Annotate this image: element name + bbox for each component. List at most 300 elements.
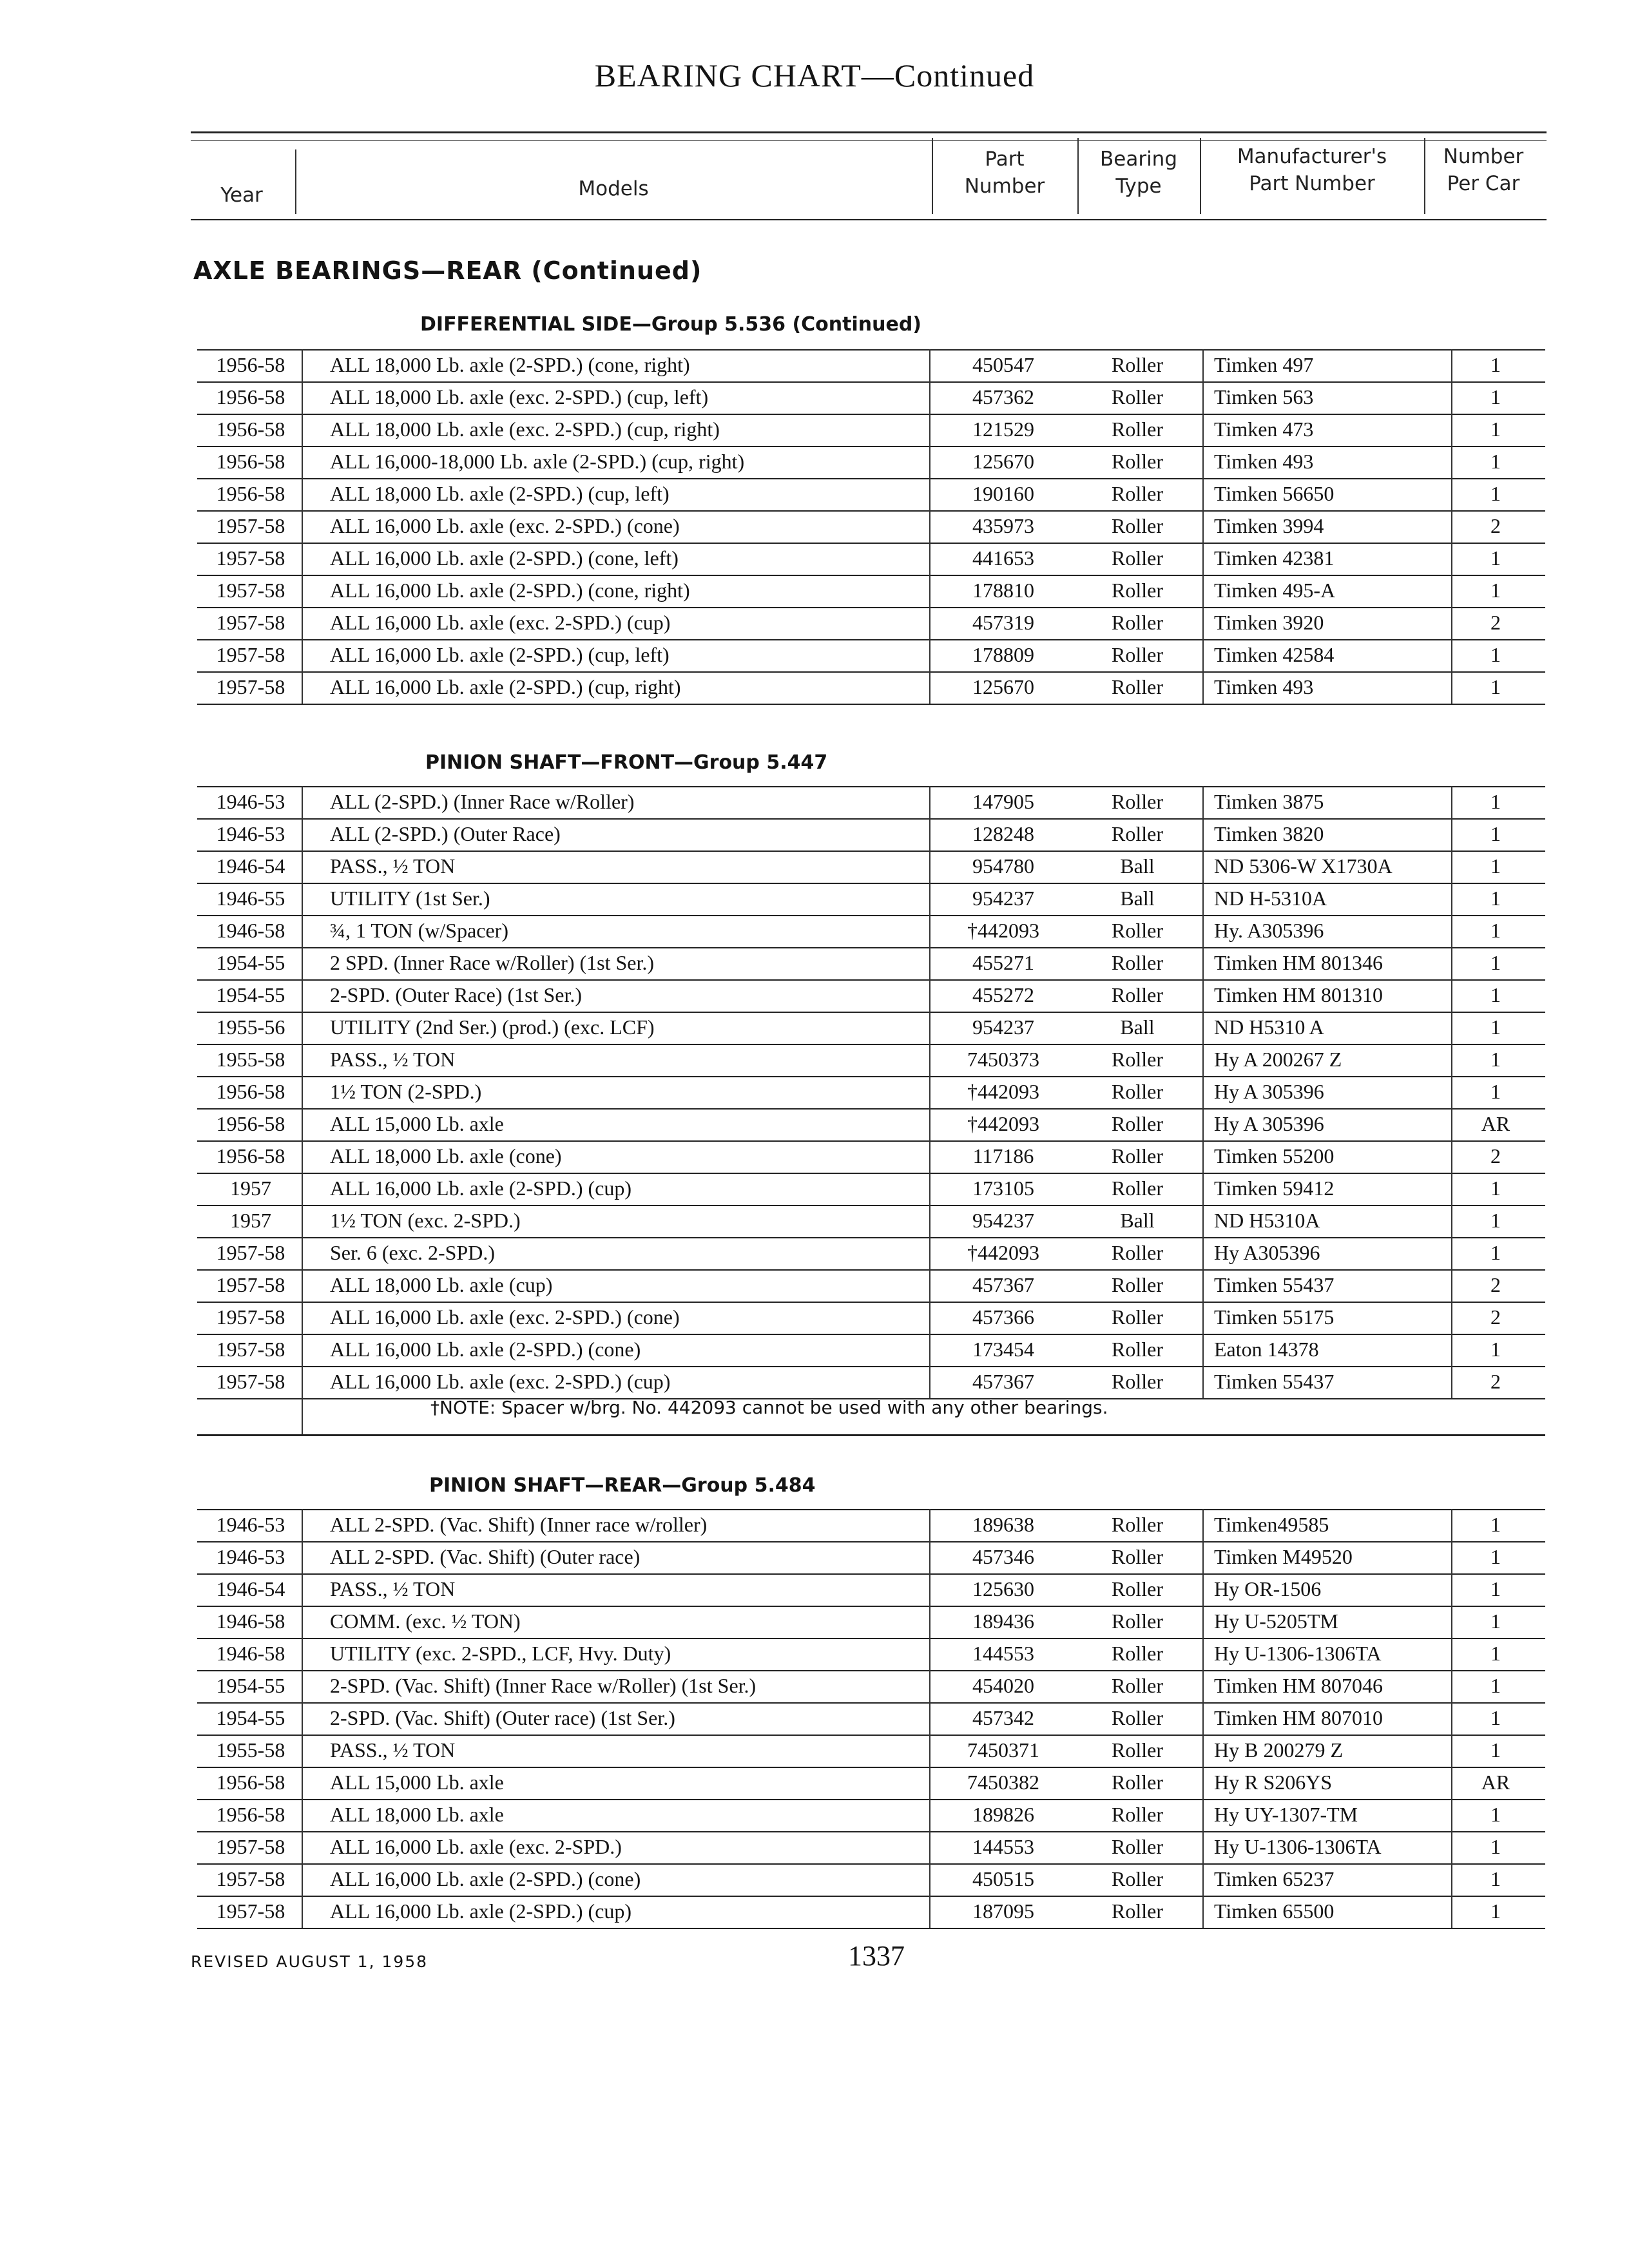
mfr-part-cell: ND H5310 A	[1214, 1015, 1324, 1039]
table-pinion-rear	[197, 1509, 1545, 1928]
mfr-part-cell: Timken 497	[1214, 353, 1314, 376]
table-row	[197, 1269, 1545, 1300]
model-cell: ALL 2-SPD. (Vac. Shift) (Outer race)	[330, 1545, 641, 1568]
year-cell: 1954-55	[216, 1706, 285, 1729]
column-separator	[929, 1509, 930, 1928]
model-cell: ALL 16,000 Lb. axle (2-SPD.) (cup, left)	[330, 643, 670, 666]
mfr-part-cell: Timken 42381	[1214, 546, 1335, 570]
number-per-car-cell: 1	[1490, 1738, 1501, 1762]
mfr-part-cell: Timken HM 801310	[1214, 983, 1383, 1006]
model-cell: ALL 18,000 Lb. axle (cone)	[330, 1144, 562, 1168]
year-cell: 1955-58	[216, 1048, 285, 1071]
group-title-differential-side: DIFFERENTIAL SIDE—Group 5.536 (Continued)	[420, 313, 922, 336]
mfr-part-cell: Hy A 305396	[1214, 1112, 1324, 1135]
year-cell: 1957-58	[216, 643, 285, 666]
year-cell: 1957-58	[216, 546, 285, 570]
col-part-header-1: Part	[985, 148, 1025, 171]
number-per-car-cell: 1	[1490, 1513, 1501, 1536]
model-cell: ALL 16,000 Lb. axle (exc. 2-SPD.)	[330, 1835, 622, 1858]
table-differential-side	[197, 349, 1545, 704]
col-part-header-2: Number	[964, 175, 1045, 198]
table-row	[197, 1767, 1545, 1798]
number-per-car-cell: 1	[1490, 1899, 1501, 1923]
table-row	[197, 575, 1545, 606]
part-number-cell: 457362	[972, 385, 1034, 408]
number-per-car-cell: 1	[1490, 854, 1501, 878]
part-number-cell: 450515	[972, 1867, 1034, 1890]
year-cell: 1956-58	[216, 353, 285, 376]
bearing-type-cell: Roller	[1112, 1048, 1163, 1071]
part-number-cell: 190160	[972, 482, 1034, 505]
table-row	[197, 607, 1545, 638]
header-top-rule	[191, 131, 1547, 133]
table-row	[197, 639, 1545, 670]
page-title: BEARING CHART—Continued	[594, 57, 1035, 93]
part-number-cell: †442093	[967, 919, 1039, 942]
number-per-car-cell: 1	[1490, 1241, 1501, 1264]
table-row	[197, 543, 1545, 573]
bearing-type-cell: Ball	[1120, 854, 1155, 878]
bearing-type-cell: Ball	[1120, 1015, 1155, 1039]
mfr-part-cell: Hy A305396	[1214, 1241, 1320, 1264]
number-per-car-cell: 2	[1490, 1273, 1501, 1296]
year-cell: 1957-58	[216, 514, 285, 537]
bearing-type-cell: Roller	[1112, 1177, 1163, 1200]
column-separator	[929, 786, 930, 1398]
mfr-part-cell: Timken M49520	[1214, 1545, 1353, 1568]
year-cell: 1956-58	[216, 1771, 285, 1794]
bearing-type-cell: Roller	[1112, 1305, 1163, 1329]
mfr-part-cell: Timken 65237	[1214, 1867, 1335, 1890]
number-per-car-cell: 2	[1490, 1144, 1501, 1168]
number-per-car-cell: 1	[1490, 1867, 1501, 1890]
bearing-type-cell: Roller	[1112, 1273, 1163, 1296]
year-cell: 1957-58	[216, 675, 285, 698]
model-cell: 2-SPD. (Vac. Shift) (Outer race) (1st Ser.)	[330, 1706, 675, 1729]
table-row	[197, 1735, 1545, 1765]
bearing-type-cell: Roller	[1112, 1112, 1163, 1135]
table-row	[197, 1670, 1545, 1701]
model-cell: ALL 16,000 Lb. axle (exc. 2-SPD.) (cup)	[330, 1370, 671, 1393]
part-number-cell: 147905	[972, 790, 1034, 813]
table-row	[197, 1012, 1545, 1043]
model-cell: ALL 18,000 Lb. axle (2-SPD.) (cup, left)	[330, 482, 670, 505]
revision-date: REVISED AUGUST 1, 1958	[191, 1952, 429, 1971]
table-row	[197, 786, 1545, 817]
model-cell: Ser. 6 (exc. 2-SPD.)	[330, 1241, 495, 1264]
bearing-type-cell: Roller	[1112, 1771, 1163, 1794]
bearing-type-cell: Roller	[1112, 951, 1163, 974]
number-per-car-cell: 1	[1490, 1177, 1501, 1200]
bearing-type-cell: Roller	[1112, 919, 1163, 942]
table-row	[197, 1831, 1545, 1862]
model-cell: ALL 18,000 Lb. axle (2-SPD.) (cone, right)	[330, 353, 690, 376]
header-top-rule-thin	[191, 140, 1547, 141]
year-cell: 1957-58	[216, 1899, 285, 1923]
model-cell: PASS., ½ TON	[330, 854, 456, 878]
model-cell: PASS., ½ TON	[330, 1577, 456, 1600]
number-per-car-cell: 1	[1490, 887, 1501, 910]
part-number-cell: 441653	[972, 546, 1034, 570]
year-cell: 1946-58	[216, 1642, 285, 1665]
part-number-cell: 187095	[972, 1899, 1034, 1923]
column-separator	[302, 1509, 303, 1928]
bearing-type-cell: Roller	[1112, 1513, 1163, 1536]
mfr-part-cell: Timken 3994	[1214, 514, 1324, 537]
number-per-car-cell: 1	[1490, 385, 1501, 408]
year-cell: 1946-53	[216, 822, 285, 845]
part-number-cell: 457366	[972, 1305, 1034, 1329]
bearing-type-cell: Roller	[1112, 1738, 1163, 1762]
model-cell: ALL 16,000 Lb. axle (2-SPD.) (cup)	[330, 1899, 632, 1923]
table-row	[197, 1702, 1545, 1733]
table-row	[197, 1896, 1545, 1927]
bearing-type-cell: Roller	[1112, 983, 1163, 1006]
mfr-part-cell: Timken HM 807010	[1214, 1706, 1383, 1729]
part-number-cell: 457367	[972, 1273, 1034, 1296]
mfr-part-cell: ND 5306-W X1730A	[1214, 854, 1393, 878]
bearing-type-cell: Roller	[1112, 1370, 1163, 1393]
number-per-car-cell: 1	[1490, 418, 1501, 441]
mfr-part-cell: ND H5310A	[1214, 1209, 1320, 1232]
bearing-type-cell: Ball	[1120, 1209, 1155, 1232]
model-cell: ALL (2-SPD.) (Outer Race)	[330, 822, 561, 845]
part-number-cell: 954237	[972, 1015, 1034, 1039]
number-per-car-cell: 1	[1490, 1338, 1501, 1361]
mfr-part-cell: Hy R S206YS	[1214, 1771, 1333, 1794]
number-per-car-cell: 1	[1490, 546, 1501, 570]
bearing-type-cell: Roller	[1112, 385, 1163, 408]
bearing-type-cell: Roller	[1112, 1867, 1163, 1890]
year-cell: 1956-58	[216, 1112, 285, 1135]
col-type-header-1: Bearing	[1099, 148, 1178, 171]
number-per-car-cell: 2	[1490, 1305, 1501, 1329]
table-row	[197, 1606, 1545, 1637]
bearing-type-cell: Roller	[1112, 675, 1163, 698]
table-row	[197, 1173, 1545, 1204]
year-cell: 1957-58	[216, 611, 285, 634]
mfr-part-cell: Timken 55175	[1214, 1305, 1335, 1329]
table-row	[197, 1302, 1545, 1332]
mfr-part-cell: Timken 56650	[1214, 482, 1335, 505]
part-number-cell: 7450371	[967, 1738, 1039, 1762]
model-cell: ALL (2-SPD.) (Inner Race w/Roller)	[330, 790, 635, 813]
bearing-type-cell: Roller	[1112, 790, 1163, 813]
mfr-part-cell: Timken49585	[1214, 1513, 1329, 1536]
part-number-cell: 178810	[972, 579, 1034, 602]
number-per-car-cell: 1	[1490, 983, 1501, 1006]
model-cell: ALL 16,000-18,000 Lb. axle (2-SPD.) (cup, right)	[330, 450, 745, 473]
mfr-part-cell: Hy A 305396	[1214, 1080, 1324, 1103]
year-cell: 1946-58	[216, 1610, 285, 1633]
number-per-car-cell: 1	[1490, 675, 1501, 698]
part-number-cell: 457342	[972, 1706, 1034, 1729]
bearing-type-cell: Roller	[1112, 1899, 1163, 1923]
part-number-cell: 954237	[972, 1209, 1034, 1232]
table-row	[197, 1237, 1545, 1268]
bearing-type-cell: Roller	[1112, 1674, 1163, 1697]
bearing-type-cell: Roller	[1112, 1642, 1163, 1665]
model-cell: 1½ TON (2-SPD.)	[330, 1080, 482, 1103]
table-row	[197, 1863, 1545, 1894]
bearing-type-cell: Roller	[1112, 482, 1163, 505]
column-separator	[302, 786, 303, 1398]
year-cell: 1954-55	[216, 951, 285, 974]
year-cell: 1956-58	[216, 450, 285, 473]
column-separator	[929, 349, 930, 704]
number-per-car-cell: 1	[1490, 1674, 1501, 1697]
year-cell: 1946-58	[216, 919, 285, 942]
group-title-pinion-front: PINION SHAFT—FRONT—Group 5.447	[425, 751, 828, 774]
part-number-cell: †442093	[967, 1241, 1039, 1264]
part-number-cell: 455271	[972, 951, 1034, 974]
number-per-car-cell: 1	[1490, 353, 1501, 376]
mfr-part-cell: Timken 42584	[1214, 643, 1335, 666]
model-cell: ALL 16,000 Lb. axle (2-SPD.) (cup, right)	[330, 675, 681, 698]
model-cell: ALL 16,000 Lb. axle (2-SPD.) (cone)	[330, 1867, 641, 1890]
col-number-header-1: Number	[1443, 145, 1524, 168]
bearing-type-cell: Roller	[1112, 1803, 1163, 1826]
model-cell: ALL 18,000 Lb. axle	[330, 1803, 504, 1826]
year-cell: 1955-56	[216, 1015, 285, 1039]
mfr-part-cell: Timken 493	[1214, 675, 1314, 698]
mfr-part-cell: Hy OR-1506	[1214, 1577, 1322, 1600]
number-per-car-cell: 1	[1490, 951, 1501, 974]
part-number-cell: 144553	[972, 1642, 1034, 1665]
table-row	[197, 947, 1545, 978]
part-number-cell: 189638	[972, 1513, 1034, 1536]
bearing-type-cell: Roller	[1112, 643, 1163, 666]
part-number-cell: 189826	[972, 1803, 1034, 1826]
part-number-cell: 128248	[972, 822, 1034, 845]
part-number-cell: 125670	[972, 450, 1034, 473]
number-per-car-cell: 1	[1490, 1803, 1501, 1826]
table-row	[197, 349, 1545, 380]
bearing-type-cell: Roller	[1112, 514, 1163, 537]
table-row	[197, 915, 1545, 946]
model-cell: ALL 18,000 Lb. axle (cup)	[330, 1273, 553, 1296]
year-cell: 1956-58	[216, 1144, 285, 1168]
mfr-part-cell: Hy U-1306-1306TA	[1214, 1835, 1382, 1858]
number-per-car-cell: AR	[1481, 1771, 1510, 1794]
year-cell: 1956-58	[216, 1803, 285, 1826]
table-row	[197, 1799, 1545, 1830]
part-number-cell: 454020	[972, 1674, 1034, 1697]
table-row	[197, 1366, 1545, 1397]
bearing-type-cell: Roller	[1112, 1241, 1163, 1264]
year-cell: 1957	[230, 1177, 271, 1200]
bearing-type-cell: Roller	[1112, 611, 1163, 634]
bearing-type-cell: Roller	[1112, 1338, 1163, 1361]
bearing-type-cell: Roller	[1112, 1610, 1163, 1633]
number-per-car-cell: 1	[1490, 822, 1501, 845]
table-row	[197, 671, 1545, 702]
number-per-car-cell: 1	[1490, 450, 1501, 473]
spacer-note: †NOTE: Spacer w/brg. No. 442093 cannot be used with any other bearings.	[430, 1397, 1108, 1418]
mfr-part-cell: Hy B 200279 Z	[1214, 1738, 1343, 1762]
note-separator	[302, 1398, 303, 1434]
number-per-car-cell: 1	[1490, 1706, 1501, 1729]
year-cell: 1957-58	[216, 1338, 285, 1361]
part-number-cell: 954780	[972, 854, 1034, 878]
part-number-cell: 125670	[972, 675, 1034, 698]
year-cell: 1956-58	[216, 418, 285, 441]
bearing-type-cell: Roller	[1112, 546, 1163, 570]
model-cell: ALL 16,000 Lb. axle (2-SPD.) (cone, right)	[330, 579, 690, 602]
mfr-part-cell: Timken 59412	[1214, 1177, 1335, 1200]
note-bottom-rule	[197, 1434, 1545, 1436]
mfr-part-cell: Hy U-5205TM	[1214, 1610, 1338, 1633]
part-number-cell: 121529	[972, 418, 1034, 441]
table-row	[197, 883, 1545, 914]
part-number-cell: 450547	[972, 353, 1034, 376]
part-number-cell: †442093	[967, 1080, 1039, 1103]
year-cell: 1946-55	[216, 887, 285, 910]
model-cell: PASS., ½ TON	[330, 1738, 456, 1762]
part-number-cell: 173105	[972, 1177, 1034, 1200]
bearing-type-cell: Ball	[1120, 887, 1155, 910]
year-cell: 1946-54	[216, 1577, 285, 1600]
year-cell: 1957-58	[216, 579, 285, 602]
mfr-part-cell: Timken 3920	[1214, 611, 1324, 634]
col-type-header-2: Type	[1115, 175, 1162, 198]
model-cell: ALL 16,000 Lb. axle (exc. 2-SPD.) (cup)	[330, 611, 671, 634]
column-separator	[1451, 1509, 1452, 1928]
part-number-cell: 457346	[972, 1545, 1034, 1568]
table-row	[197, 1334, 1545, 1365]
model-cell: 2-SPD. (Vac. Shift) (Inner Race w/Roller) (1st Ser.)	[330, 1674, 757, 1697]
model-cell: ALL 2-SPD. (Vac. Shift) (Inner race w/roller)	[330, 1513, 708, 1536]
year-cell: 1946-53	[216, 1545, 285, 1568]
column-separator	[1202, 349, 1204, 704]
column-separator	[1451, 786, 1452, 1398]
number-per-car-cell: 1	[1490, 482, 1501, 505]
mfr-part-cell: Timken 55200	[1214, 1144, 1335, 1168]
table-pinion-front	[197, 786, 1545, 1398]
table-row	[197, 1638, 1545, 1669]
header-bottom-rule	[191, 219, 1547, 220]
number-per-car-cell: 1	[1490, 1642, 1501, 1665]
group-title-pinion-rear: PINION SHAFT—REAR—Group 5.484	[429, 1474, 816, 1497]
year-cell: 1957-58	[216, 1835, 285, 1858]
mfr-part-cell: Hy U-1306-1306TA	[1214, 1642, 1382, 1665]
section-title: AXLE BEARINGS—REAR (Continued)	[193, 256, 702, 285]
year-cell: 1956-58	[216, 385, 285, 408]
table-row	[197, 414, 1545, 445]
bearing-type-cell: Roller	[1112, 1706, 1163, 1729]
bearing-type-cell: Roller	[1112, 822, 1163, 845]
bearing-type-cell: Roller	[1112, 1545, 1163, 1568]
col-models-header: Models	[578, 177, 649, 200]
table-row	[197, 381, 1545, 412]
table-row	[197, 818, 1545, 849]
year-cell: 1957	[230, 1209, 271, 1232]
col-number-header-2: Per Car	[1447, 172, 1520, 195]
year-cell: 1956-58	[216, 482, 285, 505]
year-cell: 1957-58	[216, 1305, 285, 1329]
model-cell: COMM. (exc. ½ TON)	[330, 1610, 521, 1633]
year-cell: 1957-58	[216, 1241, 285, 1264]
model-cell: ALL 16,000 Lb. axle (exc. 2-SPD.) (cone)	[330, 1305, 680, 1329]
col-year-header: Year	[220, 184, 263, 207]
row-rule	[197, 704, 1545, 705]
table-row	[197, 446, 1545, 477]
mfr-part-cell: Timken 65500	[1214, 1899, 1335, 1923]
table-row	[197, 1044, 1545, 1075]
row-rule	[197, 1928, 1545, 1929]
model-cell: 1½ TON (exc. 2-SPD.)	[330, 1209, 521, 1232]
mfr-part-cell: ND H-5310A	[1214, 887, 1327, 910]
part-number-cell: 457367	[972, 1370, 1034, 1393]
part-number-cell: 173454	[972, 1338, 1034, 1361]
page-number: 1337	[848, 1940, 905, 1972]
year-cell: 1957-58	[216, 1370, 285, 1393]
table-row	[197, 1140, 1545, 1171]
year-cell: 1946-53	[216, 1513, 285, 1536]
table-row	[197, 510, 1545, 541]
col-mfr-header-2: Part Number	[1249, 172, 1375, 195]
mfr-part-cell: Timken 55437	[1214, 1273, 1335, 1296]
mfr-part-cell: Timken HM 807046	[1214, 1674, 1383, 1697]
part-number-cell: 954237	[972, 887, 1034, 910]
mfr-part-cell: Timken 3820	[1214, 822, 1324, 845]
model-cell: UTILITY (exc. 2-SPD., LCF, Hvy. Duty)	[330, 1642, 671, 1665]
model-cell: 2-SPD. (Outer Race) (1st Ser.)	[330, 983, 583, 1006]
model-cell: ALL 16,000 Lb. axle (exc. 2-SPD.) (cone)	[330, 514, 680, 537]
number-per-car-cell: 1	[1490, 1080, 1501, 1103]
mfr-part-cell: Hy. A305396	[1214, 919, 1324, 942]
model-cell: UTILITY (2nd Ser.) (prod.) (exc. LCF)	[330, 1015, 655, 1039]
table-row	[197, 1573, 1545, 1604]
mfr-part-cell: Timken 495-A	[1214, 579, 1336, 602]
table-row	[197, 1541, 1545, 1572]
year-cell: 1957-58	[216, 1273, 285, 1296]
year-cell: 1946-53	[216, 790, 285, 813]
mfr-part-cell: Timken 55437	[1214, 1370, 1335, 1393]
table-row	[197, 1205, 1545, 1236]
mfr-part-cell: Timken 563	[1214, 385, 1314, 408]
model-cell: ALL 16,000 Lb. axle (2-SPD.) (cone, left)	[330, 546, 679, 570]
mfr-part-cell: Hy UY-1307-TM	[1214, 1803, 1358, 1826]
table-row	[197, 1509, 1545, 1540]
number-per-car-cell: 1	[1490, 790, 1501, 813]
part-number-cell: 7450373	[967, 1048, 1039, 1071]
year-cell: 1956-58	[216, 1080, 285, 1103]
model-cell: PASS., ½ TON	[330, 1048, 456, 1071]
mfr-part-cell: Eaton 14378	[1214, 1338, 1319, 1361]
number-per-car-cell: 2	[1490, 1370, 1501, 1393]
mfr-part-cell: Timken 473	[1214, 418, 1314, 441]
column-separator	[1202, 1509, 1204, 1928]
number-per-car-cell: 1	[1490, 1835, 1501, 1858]
model-cell: ALL 16,000 Lb. axle (2-SPD.) (cup)	[330, 1177, 632, 1200]
number-per-car-cell: 1	[1490, 579, 1501, 602]
part-number-cell: 178809	[972, 643, 1034, 666]
bearing-type-cell: Roller	[1112, 1080, 1163, 1103]
number-per-car-cell: 1	[1490, 1577, 1501, 1600]
part-number-cell: 125630	[972, 1577, 1034, 1600]
part-number-cell: 117186	[972, 1144, 1034, 1168]
table-row	[197, 979, 1545, 1010]
mfr-part-cell: Timken 493	[1214, 450, 1314, 473]
bearing-type-cell: Roller	[1112, 353, 1163, 376]
year-cell: 1954-55	[216, 1674, 285, 1697]
bearing-type-cell: Roller	[1112, 418, 1163, 441]
bearing-type-cell: Roller	[1112, 579, 1163, 602]
bearing-type-cell: Roller	[1112, 1144, 1163, 1168]
model-cell: ¾, 1 TON (w/Spacer)	[330, 919, 508, 942]
model-cell: ALL 15,000 Lb. axle	[330, 1771, 504, 1794]
